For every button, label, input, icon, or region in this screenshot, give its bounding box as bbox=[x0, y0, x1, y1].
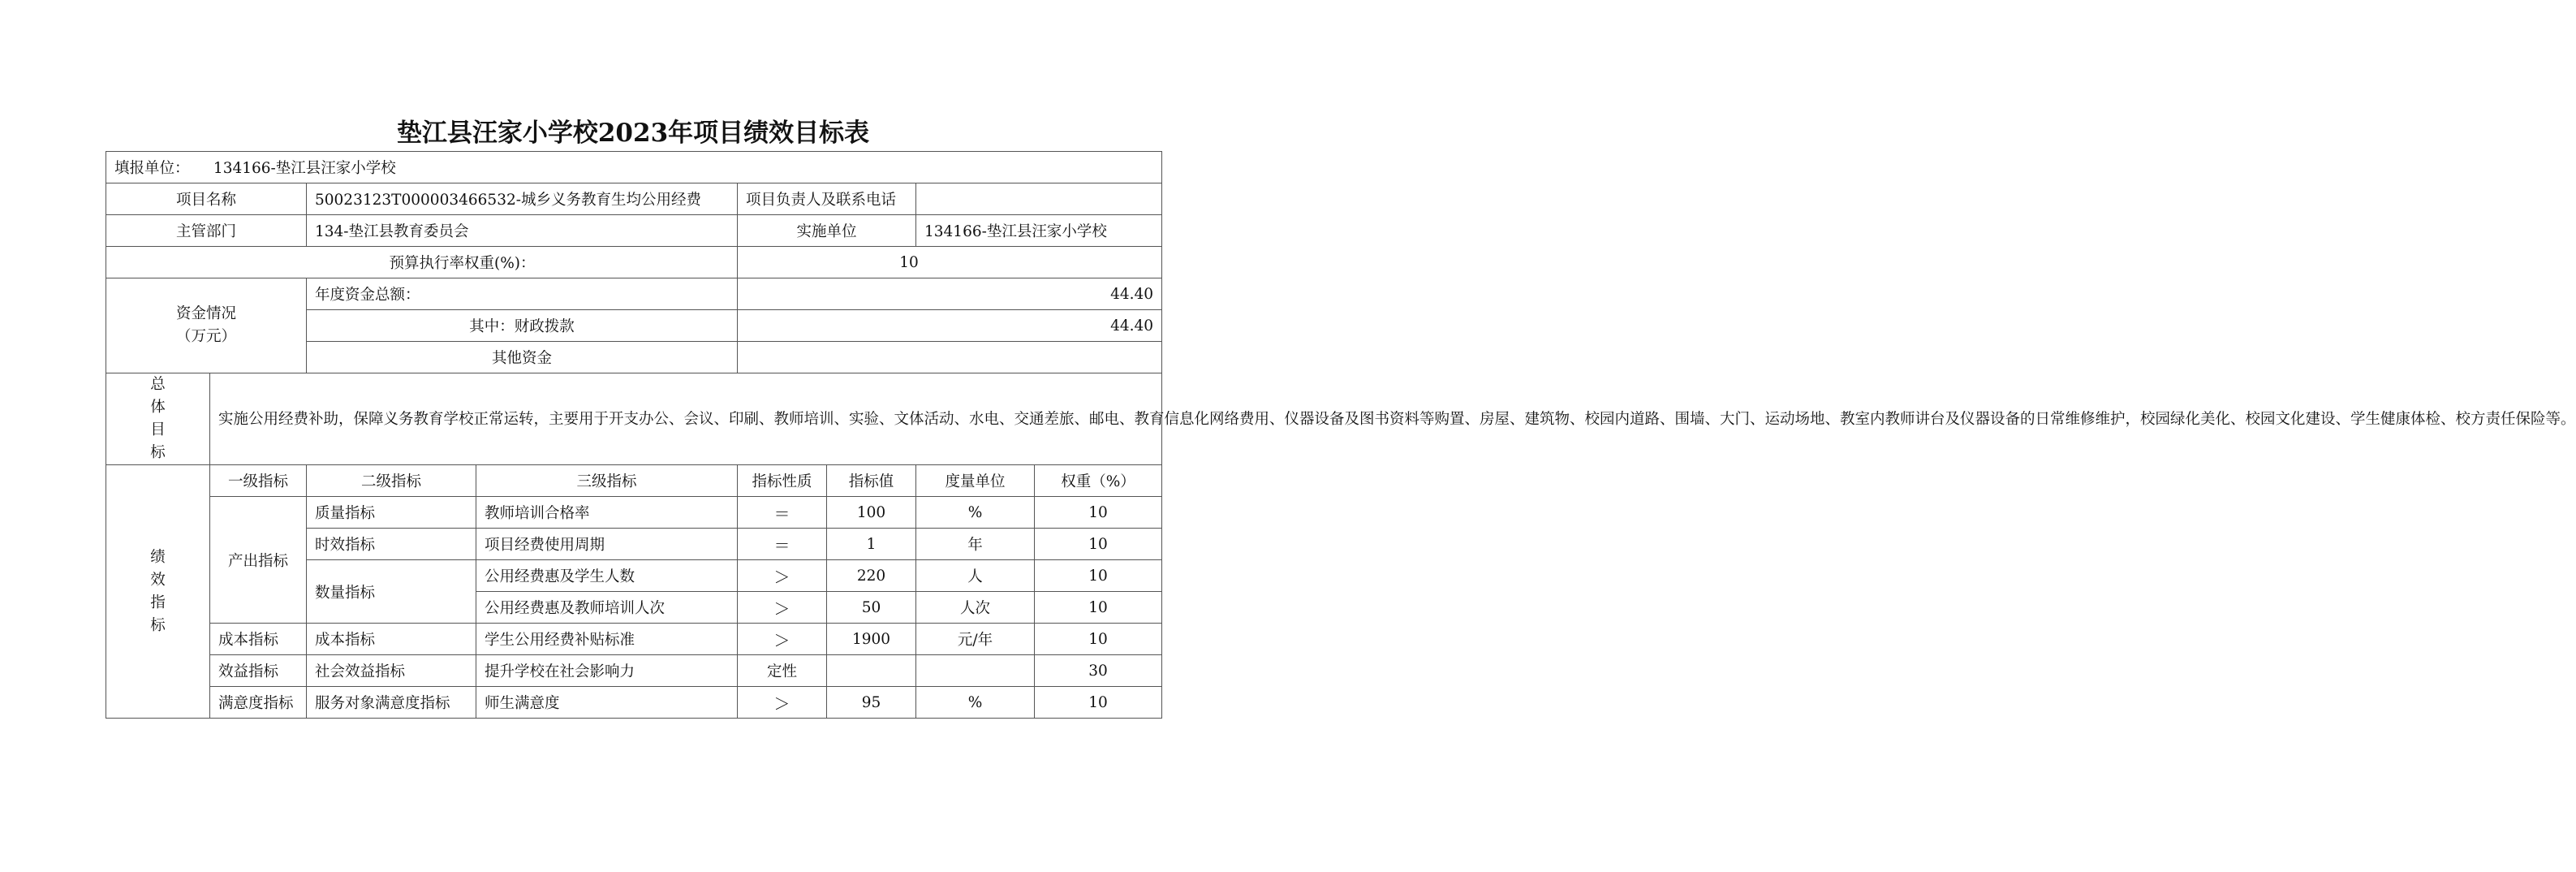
funds-fiscal-label: 其中：财政拨款 bbox=[307, 310, 738, 342]
budget-weight-label: 预算执行率权重(%)： bbox=[106, 247, 738, 278]
project-name-value: 50023123T000003466532-城乡义务教育生均公用经费 bbox=[307, 183, 738, 215]
funds-label bbox=[106, 278, 307, 373]
value-cell: 1900 bbox=[827, 624, 916, 655]
department-label: 主管部门 bbox=[106, 215, 307, 247]
header-level2: 二级指标 bbox=[307, 465, 476, 497]
department-value: 134-垫江县教育委员会 bbox=[307, 215, 738, 247]
reporting-unit-label: 填报单位： bbox=[114, 160, 190, 177]
reporting-unit-cell bbox=[106, 152, 1162, 183]
level3-cell: 教师培训合格率 bbox=[476, 497, 738, 529]
nature-cell: ＞ bbox=[738, 592, 827, 624]
level1-benefit: 效益指标 bbox=[210, 655, 307, 687]
level2-satisfaction: 服务对象满意度指标 bbox=[307, 687, 476, 719]
row-funds-total bbox=[106, 278, 1162, 310]
performance-indicator-char: 绩 bbox=[150, 548, 166, 566]
implementing-unit-label: 实施单位 bbox=[738, 215, 916, 247]
nature-cell: ＞ bbox=[738, 560, 827, 592]
overall-goal-char: 目 bbox=[150, 421, 166, 438]
table-row bbox=[106, 687, 1162, 719]
funds-other-label: 其他资金 bbox=[307, 342, 738, 373]
overall-goal-label bbox=[106, 373, 210, 465]
unit-cell: 人 bbox=[916, 560, 1035, 592]
overall-goal-text: 实施公用经费补助，保障义务教育学校正常运转，主要用于开支办公、会议、印刷、教师培训、实验、文体活动、水电、交通差旅、邮电、教育信息化网络费用、仪器设备及图书资料等购置、房屋、建筑物、校园内道路、围墙、大门、运动场地、教室内教师讲台及仪器设备的日常维修维护，校园绿化美化、校园文化建设、学生健康体检、校方责任保险等。 bbox=[210, 373, 1162, 465]
level2-social-benefit: 社会效益指标 bbox=[307, 655, 476, 687]
unit-cell bbox=[916, 655, 1035, 687]
unit-cell: 年 bbox=[916, 529, 1035, 560]
overall-goal-char: 标 bbox=[150, 444, 166, 461]
weight-cell: 10 bbox=[1035, 497, 1162, 529]
level3-cell: 公用经费惠及学生人数 bbox=[476, 560, 738, 592]
level1-satisfaction: 满意度指标 bbox=[210, 687, 307, 719]
row-department bbox=[106, 215, 1162, 247]
table-row bbox=[106, 655, 1162, 687]
level2-quantity: 数量指标 bbox=[307, 560, 476, 624]
implementing-unit-value: 134166-垫江县汪家小学校 bbox=[916, 215, 1162, 247]
level1-cost: 成本指标 bbox=[210, 624, 307, 655]
performance-indicator-char: 指 bbox=[150, 594, 166, 611]
funds-label-line1: 资金情况 bbox=[175, 305, 236, 322]
contact-label: 项目负责人及联系电话 bbox=[738, 183, 916, 215]
funds-fiscal-value: 44.40 bbox=[738, 310, 1162, 342]
nature-cell: ＞ bbox=[738, 687, 827, 719]
weight-cell: 10 bbox=[1035, 560, 1162, 592]
level3-cell: 公用经费惠及教师培训人次 bbox=[476, 592, 738, 624]
table-row bbox=[106, 497, 1162, 529]
page-title: 垫江县汪家小学校2023年项目绩效目标表 bbox=[396, 119, 870, 148]
value-cell: 100 bbox=[827, 497, 916, 529]
level2-cost: 成本指标 bbox=[307, 624, 476, 655]
level2-quality: 质量指标 bbox=[307, 497, 476, 529]
header-unit: 度量单位 bbox=[916, 465, 1035, 497]
row-project-name bbox=[106, 183, 1162, 215]
value-cell: 95 bbox=[827, 687, 916, 719]
table-row bbox=[106, 624, 1162, 655]
unit-cell: 元/年 bbox=[916, 624, 1035, 655]
value-cell: 50 bbox=[827, 592, 916, 624]
row-budget-weight bbox=[106, 247, 1162, 278]
performance-indicator-label bbox=[106, 465, 210, 719]
funds-label-line2: （万元） bbox=[175, 328, 236, 345]
performance-table bbox=[106, 151, 2576, 719]
row-overall-goal bbox=[106, 373, 1162, 465]
header-weight: 权重（%） bbox=[1035, 465, 1162, 497]
performance-indicator-char: 标 bbox=[150, 616, 166, 634]
value-cell: 1 bbox=[827, 529, 916, 560]
level2-time: 时效指标 bbox=[307, 529, 476, 560]
level3-cell: 师生满意度 bbox=[476, 687, 738, 719]
budget-weight-value: 10 bbox=[738, 247, 1162, 278]
row-reporting-unit bbox=[106, 152, 1162, 183]
header-value: 指标值 bbox=[827, 465, 916, 497]
indicator-header-row bbox=[106, 465, 1162, 497]
weight-cell: 10 bbox=[1035, 687, 1162, 719]
weight-cell: 30 bbox=[1035, 655, 1162, 687]
funds-total-label: 年度资金总额： bbox=[307, 278, 738, 310]
weight-cell: 10 bbox=[1035, 624, 1162, 655]
reporting-unit-value: 134166-垫江县汪家小学校 bbox=[213, 160, 396, 177]
funds-other-value bbox=[738, 342, 1162, 373]
level3-cell: 提升学校在社会影响力 bbox=[476, 655, 738, 687]
performance-indicator-char: 效 bbox=[150, 571, 166, 589]
nature-cell: ＝ bbox=[738, 497, 827, 529]
value-cell bbox=[827, 655, 916, 687]
level3-cell: 学生公用经费补贴标准 bbox=[476, 624, 738, 655]
nature-cell: 定性 bbox=[738, 655, 827, 687]
weight-cell: 10 bbox=[1035, 529, 1162, 560]
nature-cell: ＞ bbox=[738, 624, 827, 655]
overall-goal-char: 总 bbox=[150, 376, 166, 393]
overall-goal-char: 体 bbox=[150, 399, 166, 416]
level1-output: 产出指标 bbox=[210, 497, 307, 624]
unit-cell: % bbox=[916, 497, 1035, 529]
unit-cell: % bbox=[916, 687, 1035, 719]
project-name-label: 项目名称 bbox=[106, 183, 307, 215]
level3-cell: 项目经费使用周期 bbox=[476, 529, 738, 560]
nature-cell: ＝ bbox=[738, 529, 827, 560]
header-level1: 一级指标 bbox=[210, 465, 307, 497]
value-cell: 220 bbox=[827, 560, 916, 592]
contact-value bbox=[916, 183, 1162, 215]
header-nature: 指标性质 bbox=[738, 465, 827, 497]
funds-total-value: 44.40 bbox=[738, 278, 1162, 310]
weight-cell: 10 bbox=[1035, 592, 1162, 624]
unit-cell: 人次 bbox=[916, 592, 1035, 624]
header-level3: 三级指标 bbox=[476, 465, 738, 497]
